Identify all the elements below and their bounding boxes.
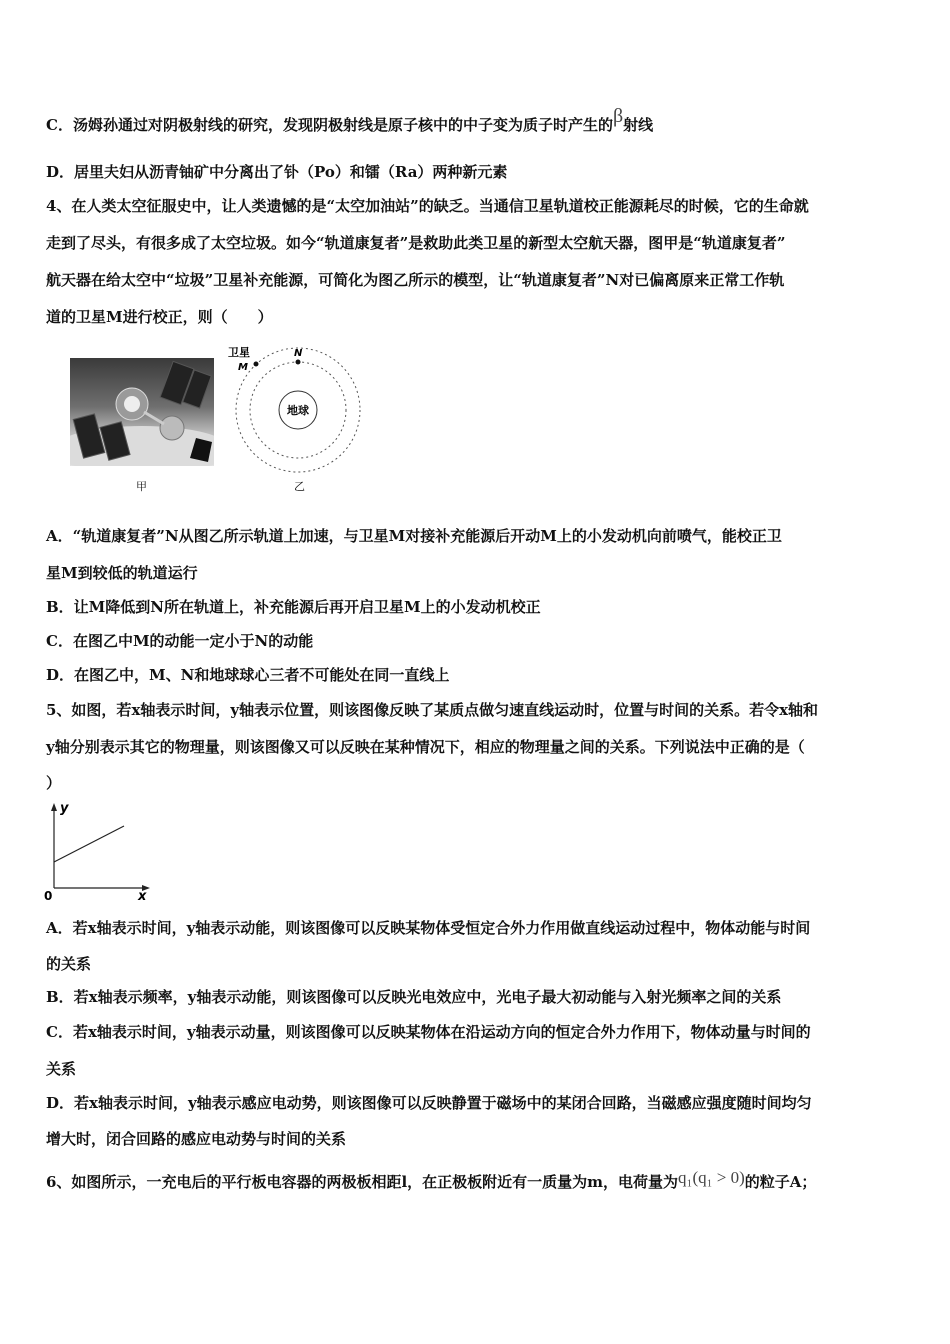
q5-stem-line-1: 5、如图，若x轴表示时间，y轴表示位置，则该图像反映了某质点做匀速直线运动时，位置与时间的关系。若令x轴和	[46, 701, 819, 719]
q6-text-after: 的粒子A；	[744, 1173, 817, 1191]
figure-caption-yi: 乙	[294, 480, 305, 493]
q3-option-c-text: C．汤姆孙通过对阴极射线的研究，发现阴极射线是原子核中的中子变为质子时产生的	[46, 116, 613, 134]
origin-label: 0	[44, 889, 53, 903]
q6-text-before: 6、如图所示，一充电后的平行板电容器的两极板相距l，在正极板附近有一质量为m，电荷量为	[46, 1173, 679, 1191]
satellite-photo	[70, 358, 214, 466]
q5-stem-line-2: y轴分别表示其它的物理量，则该图像又可以反映在某种情况下，相应的物理量之间的关系。下列说法中正确的是（	[46, 738, 805, 756]
q5-option-a-line-1: A．若x轴表示时间，y轴表示动能，则该图像可以反映某物体受恒定合外力作用做直线运动过程中，物体动能与时间	[46, 919, 811, 937]
y-axis-label: y	[60, 801, 69, 816]
q5-option-b: B．若x轴表示频率，y轴表示动能，则该图像可以反映光电效应中，光电子最大初动能与入射光频率之间的关系	[46, 988, 782, 1006]
graph-line	[54, 826, 124, 862]
q4-option-d: D．在图乙中，M、N和地球球心三者不可能处在同一直线上	[46, 666, 450, 684]
q4-option-a-line-2: 星M到较低的轨道运行	[46, 564, 198, 582]
n-label: N	[294, 348, 303, 359]
q6-charge-expression: q₁(q₁ > 0)	[678, 1168, 745, 1187]
satellite-m-dot	[254, 362, 259, 367]
q5-option-a-line-2: 的关系	[46, 955, 92, 973]
x-axis-label: x	[138, 889, 147, 903]
q4-option-a-line-1: A．“轨道康复者”N从图乙所示轨道上加速，与卫星M对接补充能源后开动M上的小发动机向前喷气，能校正卫	[46, 527, 782, 545]
q5-option-d-line-2: 增大时，闭合回路的感应电动势与时间的关系	[46, 1130, 347, 1148]
q4-stem-line-2: 走到了尽头，有很多成了太空垃圾。如今“轨道康复者”是救助此类卫星的新型太空航天器，图甲是“轨道康复者”	[46, 234, 786, 252]
q4-stem-line-4: 道的卫星M进行校正，则（ ）	[46, 308, 273, 326]
m-label: M	[238, 362, 248, 373]
satellite-label: 卫星	[228, 346, 250, 359]
q5-option-c-line-1: C．若x轴表示时间，y轴表示动量，则该图像可以反映某物体在沿运动方向的恒定合外力作用下，物体动量与时间的	[46, 1023, 811, 1041]
q5-option-d-line-1: D．若x轴表示时间，y轴表示感应电动势，则该图像可以反映静置于磁场中的某闭合回路，当磁感应强度随时间均匀	[46, 1094, 812, 1112]
q3-option-d: D．居里夫妇从沥青铀矿中分离出了钋（Po）和镭（Ra）两种新元素	[46, 163, 508, 181]
q5-linear-graph	[40, 798, 160, 903]
y-axis-arrow	[51, 803, 57, 811]
q4-stem-line-3: 航天器在给太空中“垃圾”卫星补充能源，可简化为图乙所示的模型，让“轨道康复者”N对已偏离原来正常工作轨	[46, 271, 785, 289]
satellite-n-dot	[296, 360, 301, 365]
figure-caption-jia: 甲	[136, 480, 147, 493]
q4-stem-line-1: 4、在人类太空征服史中，让人类遗憾的是“太空加油站”的缺乏。当通信卫星轨道校正能源耗尽的时候，它的生命就	[46, 197, 809, 215]
q3-option-c-tail: 射线	[623, 116, 654, 134]
q3-option-c	[46, 105, 654, 135]
q4-option-b: B．让M降低到N所在轨道上，补充能源后再开启卫星M上的小发动机校正	[46, 598, 541, 616]
earth-label: 地球	[287, 404, 309, 417]
beta-symbol: β	[612, 105, 624, 127]
q4-option-c: C．在图乙中M的动能一定小于N的动能	[46, 632, 314, 650]
q6-stem-line-1	[46, 1168, 817, 1192]
q5-option-c-line-2: 关系	[46, 1060, 77, 1078]
orbit-diagram	[222, 342, 372, 492]
q5-stem-line-3: ）	[46, 774, 62, 792]
